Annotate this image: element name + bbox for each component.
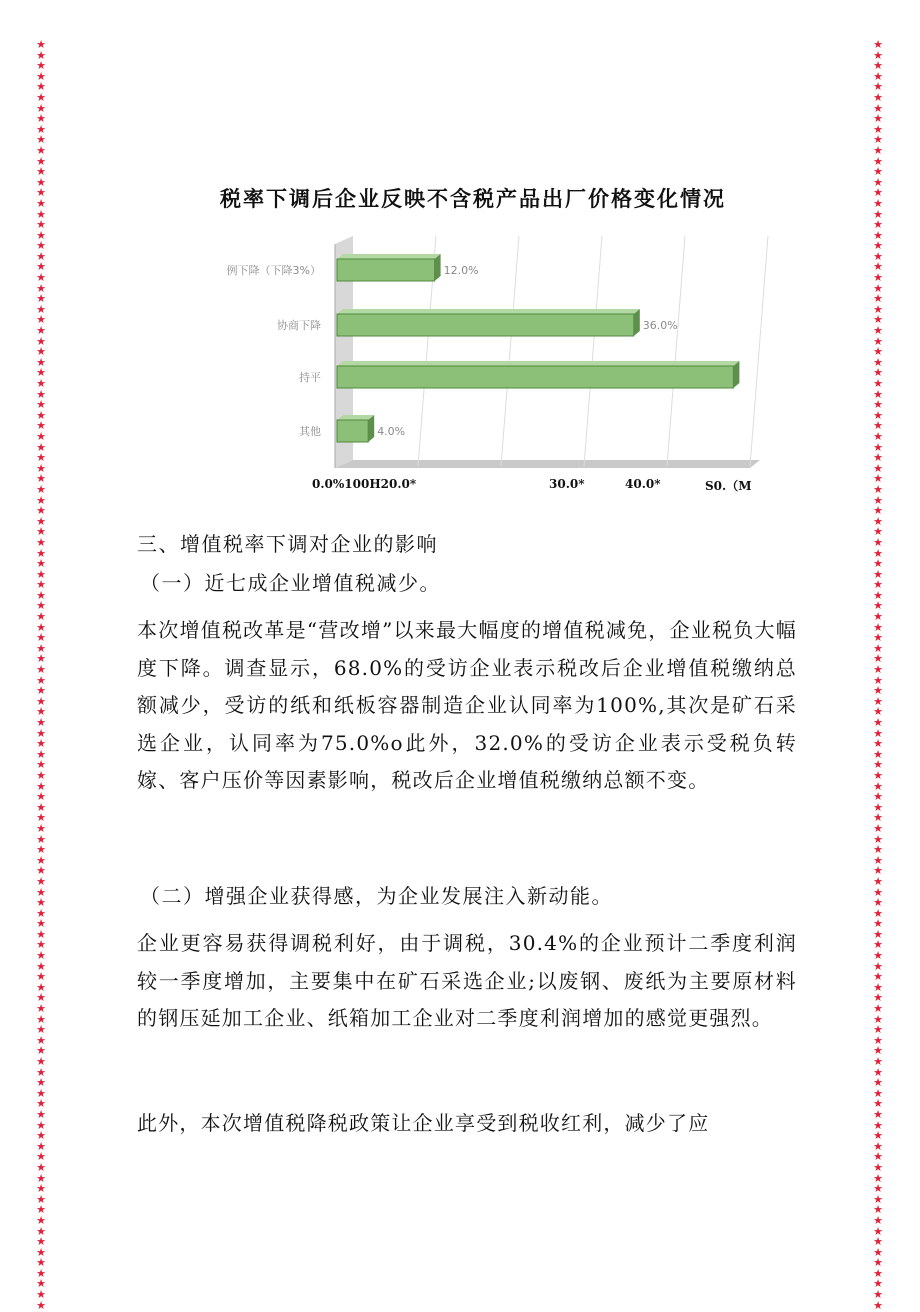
bar-2 <box>337 366 733 388</box>
bar-3 <box>337 420 368 442</box>
right-star-border: ★ ★ ★ ★ ★ ★ ★ ★ ★ ★ ★ ★ ★ ★ ★ ★ ★ ★ ★ ★ ★ ★ ★ ★ ★ ★ ★ ★ ★ ★ ★ ★ ★ ★ ★ ★ ★ ★ ★ ★ ★ ★ ★ ★ ★ ★ ★ ★ ★ ★ ★ ★ ★ ★ ★ ★ ★ ★ ★ ★ ★ ★ ★ ★ ★ ★ ★ ★ ★ ★ ★ ★ ★ ★ ★ ★ ★ ★ ★ ★ ★ ★ ★ ★ ★ ★ ★ ★ ★ ★ ★ ★ ★ ★ ★ ★ ★ ★ ★ ★ ★ ★ ★ ★ ★ ★ ★ ★ ★ ★ ★ ★ ★ ★ ★ ★ ★ ★ ★ ★ <box>873 38 883 1312</box>
bar-chart <box>180 228 780 498</box>
x-tick-label-3: S0.（M <box>705 479 752 493</box>
x-tick-label-1: 30.0* <box>549 477 585 491</box>
bar-0 <box>337 259 435 281</box>
bar-top-3 <box>337 415 374 420</box>
left-star-border: ★ ★ ★ ★ ★ ★ ★ ★ ★ ★ ★ ★ ★ ★ ★ ★ ★ ★ ★ ★ ★ ★ ★ ★ ★ ★ ★ ★ ★ ★ ★ ★ ★ ★ ★ ★ ★ ★ ★ ★ ★ ★ ★ ★ ★ ★ ★ ★ ★ ★ ★ ★ ★ ★ ★ ★ ★ ★ ★ ★ ★ ★ ★ ★ ★ ★ ★ ★ ★ ★ ★ ★ ★ ★ ★ ★ ★ ★ ★ ★ ★ ★ ★ ★ ★ ★ ★ ★ ★ ★ ★ ★ ★ ★ ★ ★ ★ ★ ★ ★ ★ ★ ★ ★ ★ ★ ★ ★ ★ ★ ★ ★ ★ ★ ★ ★ ★ ★ ★ ★ <box>36 38 46 1312</box>
paragraph-3: 此外，本次增值税降税政策让企业享受到税收红利，减少了应 <box>137 1111 710 1135</box>
data-label-0: 12.0% <box>443 264 479 277</box>
category-label-0: 例下降（下降3%） <box>226 264 321 277</box>
subsection-1-heading: （一）近七成企业增值税减少。 <box>140 571 441 595</box>
bar-top-0 <box>337 254 441 259</box>
paragraph-1: 本次增值税改革是“营改增”以来最大幅度的增值税减免，企业税负大幅度下降。调查显示，68.0%的受访企业表示税改后企业增值税缴纳总额减少，受访的纸和纸板容器制造企业认同率为100%,其次是矿石采选企业，认同率为75.0%o此外，32.0%的受访企业表示受税负转嫁、客户压价等因素影响，税改后企业增值税缴纳总额不变。 <box>137 618 797 793</box>
data-label-1: 36.0% <box>642 319 678 332</box>
section-heading: 三、增值税率下调对企业的影响 <box>137 532 438 556</box>
gridline-2 <box>584 236 602 466</box>
data-label-3: 4.0% <box>377 425 406 438</box>
bar-top-1 <box>337 309 640 314</box>
x-tick-label-2: 40.0* <box>625 477 661 491</box>
category-label-1: 协商下降 <box>277 319 321 332</box>
chart-title: 税率下调后企业反映不含税产品出厂价格变化情况 <box>220 187 726 211</box>
gridline-4 <box>750 236 768 466</box>
category-label-2: 持平 <box>299 371 321 384</box>
gridline-3 <box>667 236 685 466</box>
paragraph-2: 企业更容易获得调税利好，由于调税，30.4%的企业预计二季度利润较一季度增加，主要集中在矿石采选企业;以废钢、废纸为主要原材料的钢压延加工企业、纸箱加工企业对二季度利润增加的感觉更强烈。 <box>137 931 797 1031</box>
category-label-3: 其他 <box>299 425 321 438</box>
bar-1 <box>337 314 634 336</box>
gridline-1 <box>501 236 519 466</box>
chart-floor <box>335 460 760 468</box>
bar-top-2 <box>337 361 739 366</box>
x-tick-label-0: 0.0%100H20.0* <box>312 477 417 491</box>
subsection-2-heading: （二）增强企业获得感，为企业发展注入新动能。 <box>140 884 613 908</box>
